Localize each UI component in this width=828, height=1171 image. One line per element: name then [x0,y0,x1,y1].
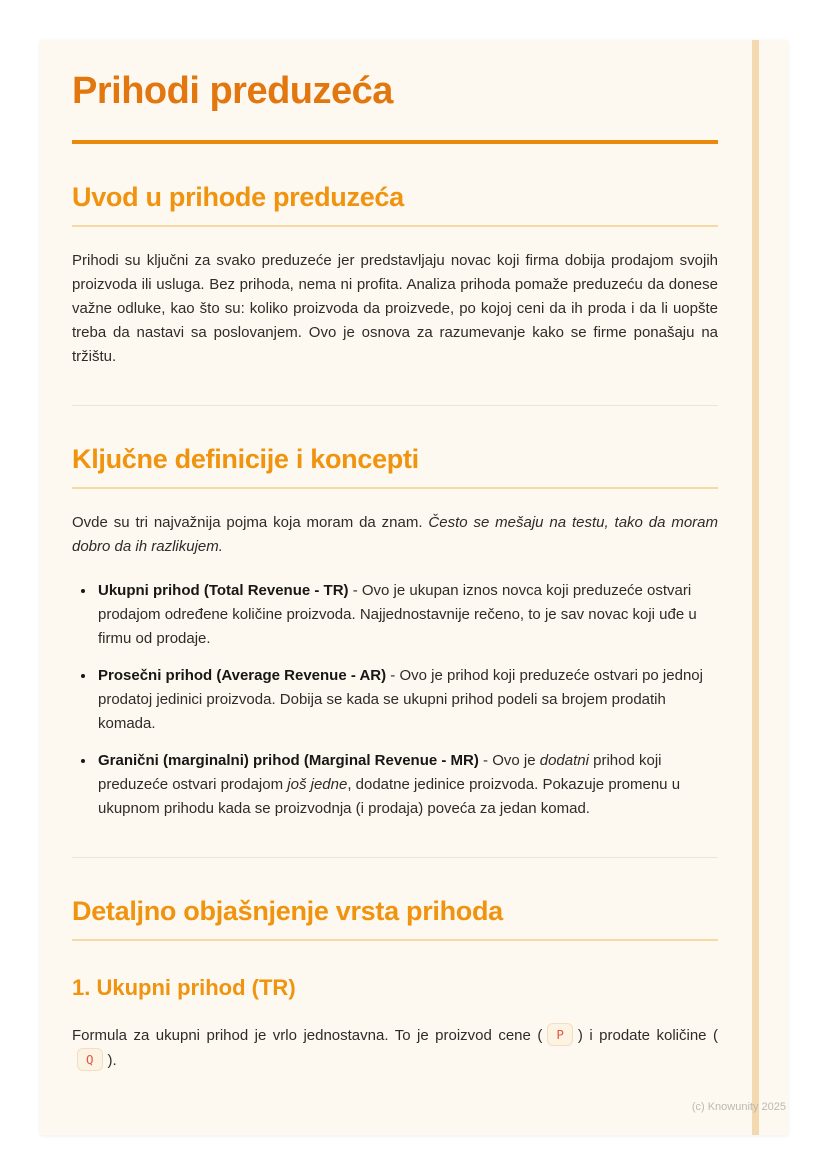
section-details [72,896,718,1073]
definitions-list [72,579,718,821]
list-item-marginal-revenue [96,749,718,821]
intro-heading: Uvod u prihode preduzeća [72,182,718,227]
copyright-notice: (c) Knowunity 2025 [691,1101,786,1113]
term-description: - Ovo je ukupan iznos novca koji preduzeće ostvari prodajom određene količine proizvoda. Najjednostavnije rečeno, to je sav novac koji uđe u firmu od prodaje. [98,581,697,647]
page-title: Prihodi preduzeća [72,70,393,112]
price-code-badge: P [547,1023,573,1046]
lead-italic-text: Često se mešaju na testu, tako da moram dobro da ih razlikujem. [72,513,718,555]
details-heading: Detaljno objašnjenje vrsta prihoda [72,896,718,941]
formula-paragraph [72,1023,718,1073]
term-description: - Ovo je prihod koji preduzeće ostvari po jednoj prodatoj jedinici proizvoda. Dobija se kada se ukupni prihod podeli sa brojem prodatih komada. [98,666,703,732]
list-item-average-revenue [96,664,718,736]
term-name: Prosečni prihod (Average Revenue - AR) [98,666,387,684]
term-description: , dodatne jedinice proizvoda. Pokazuje promenu u ukupnom prihodu kada se proizvodnja (i prodaja) poveća za jedan komad. [98,775,681,817]
title-rule [72,140,718,144]
term-description: - Ovo je [478,751,540,769]
section-intro [72,182,718,369]
page-edge-strip [752,40,759,1135]
section-divider [72,857,718,858]
formula-text: ). [107,1051,117,1069]
term-name: Granični (marginalni) prihod (Marginal Revenue - MR) [98,751,479,769]
term-description-italic: dodatni [539,751,589,769]
quantity-code-badge: Q [77,1048,103,1071]
total-revenue-subheading: 1. Ukupni prihod (TR) [72,974,296,1000]
formula-text: ) i prodate količine ( [577,1026,718,1044]
definitions-lead [72,511,718,559]
section-divider [72,405,718,406]
definitions-heading: Ključne definicije i koncepti [72,444,718,489]
lead-text: Ovde su tri najvažnija pojma koja moram da znam. [72,513,429,531]
formula-text: Formula za ukupni prihod je vrlo jednostavna. To je proizvod cene ( [72,1026,543,1044]
intro-paragraph: Prihodi su ključni za svako preduzeće jer predstavljaju novac koji firma dobija prodajom svojih proizvoda ili usluga. Bez prihoda, nema ni profita. Analiza prihoda pomaže preduzeću da donese važne odluke, kao što su: koliko proizvoda da proizvede, po kojoj ceni da ih proda i da li uopšte treba da nastavi sa poslovanjem. Ovo je osnova za razumevanje kako se firme ponašaju na tržištu. [72,251,718,365]
document-card [40,40,788,1135]
term-description-italic: još jedne [287,775,348,793]
term-name: Ukupni prihod (Total Revenue - TR) [98,581,349,599]
term-description: prihod koji preduzeće ostvari prodajom [98,751,662,793]
list-item-total-revenue [96,579,718,651]
section-definitions [72,444,718,821]
